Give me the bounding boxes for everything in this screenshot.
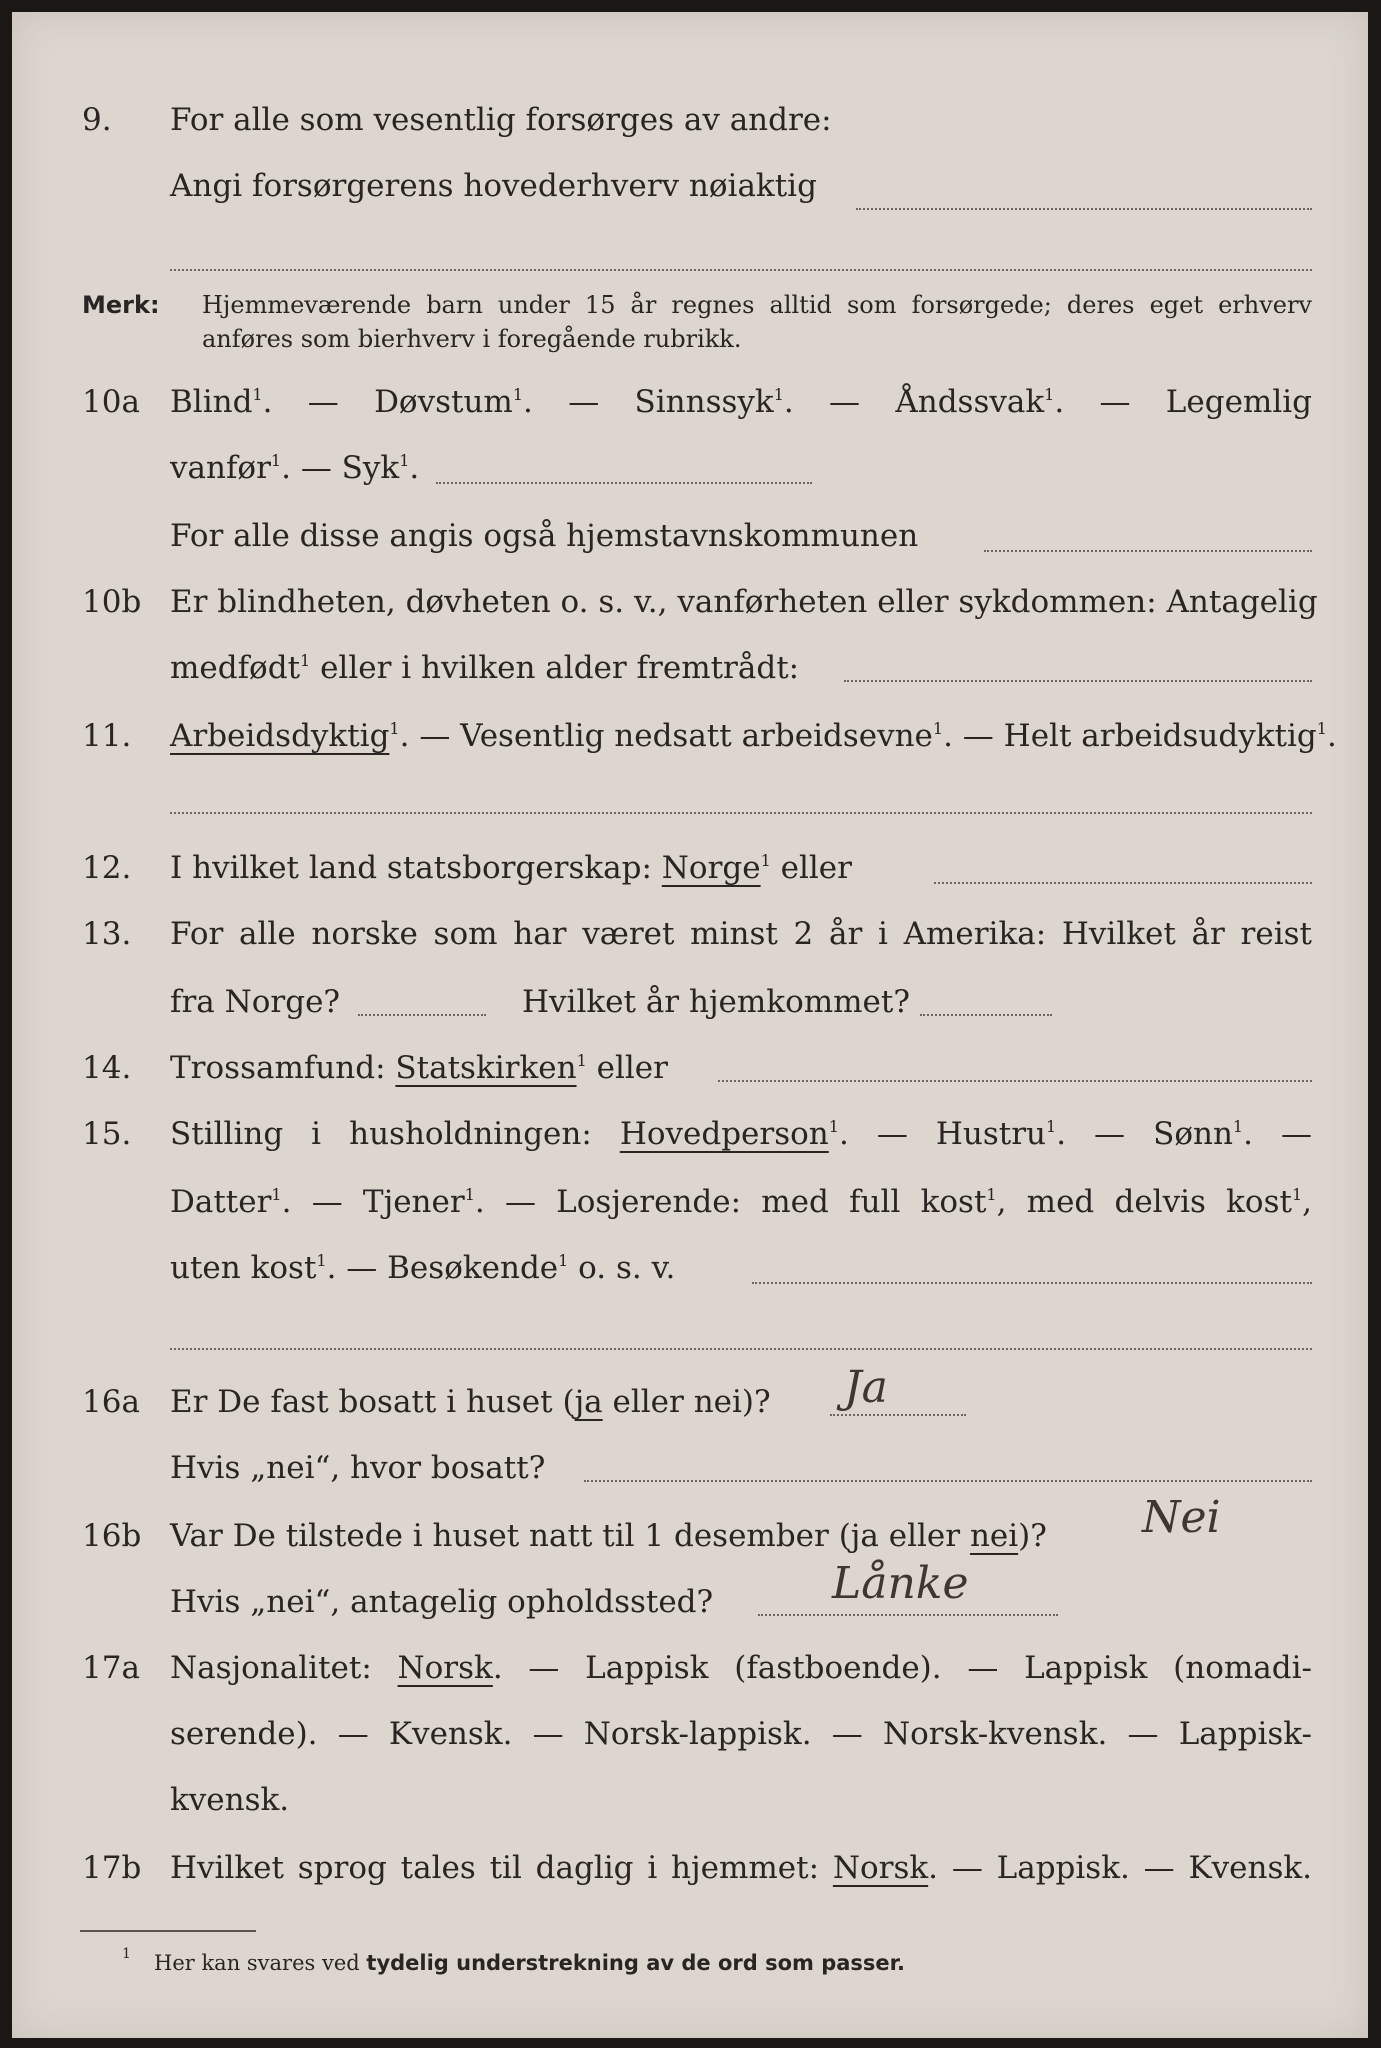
answer-field-9a[interactable]	[856, 208, 1312, 210]
footnote-mark: 1	[122, 1946, 131, 1962]
item-text: For alle som vesentlig forsørges av andre:	[170, 102, 832, 138]
answer-field-14[interactable]	[718, 1080, 1312, 1082]
answer-field-11[interactable]	[170, 812, 1312, 814]
underlined-answer: Hovedperson	[619, 1116, 829, 1152]
handwritten-answer-16b: Nei	[1142, 1492, 1221, 1543]
answer-field-9b[interactable]	[170, 269, 1312, 271]
footnote-bold-text: tydelig understrekning av de ord som passer.	[366, 1951, 906, 1975]
underlined-answer: Arbeidsdyktig	[170, 718, 390, 754]
footnote-text: Her kan svares ved	[154, 1951, 360, 1975]
item-text: medfødt$^1$ eller i hvilken alder fremtrådt:	[170, 650, 800, 686]
item-number: 16a	[82, 1384, 140, 1420]
item-number: 13.	[82, 916, 132, 952]
item-number: 16b	[82, 1518, 142, 1554]
underlined-answer: Norge	[661, 850, 761, 886]
item-number: 12.	[82, 850, 132, 886]
item-text: uten kost$^1$. — Besøkende$^1$ o. s. v.	[170, 1250, 676, 1286]
item-text: Nasjonalitet: Norsk. — Lappisk (fastboende). — Lappisk (nomadi-	[170, 1650, 1312, 1686]
item-text: Arbeidsdyktig$^1$. — Vesentlig nedsatt arbeidsevne$^1$. — Helt arbeidsudyktig$^1$.	[170, 718, 1337, 754]
item-text: Hvis „nei“, antagelig opholdssted?	[170, 1584, 714, 1620]
item-text: For alle norske som har været minst 2 år i Amerika: Hvilket år reist	[170, 916, 1312, 952]
item-number: 9.	[82, 102, 112, 138]
handwritten-answer-16a: Ja	[844, 1362, 888, 1413]
item-text: For alle disse angis også hjemstavnskommunen	[170, 518, 919, 554]
item-number: 11.	[82, 718, 132, 754]
item-text: I hvilket land statsborgerskap: Norge$^1$ eller	[170, 850, 852, 886]
item-number: 14.	[82, 1050, 132, 1086]
underlined-answer: nei	[969, 1518, 1019, 1554]
underlined-answer: Norsk	[832, 1850, 929, 1886]
item-text: Var De tilstede i huset natt til 1 desember (ja eller nei)?	[170, 1518, 1047, 1554]
answer-field-16b-where[interactable]	[758, 1614, 1058, 1616]
item-text: Datter$^1$. — Tjener$^1$. — Losjerende: med full kost$^1$, med delvis kost$^1$,	[170, 1184, 1313, 1220]
census-form-page	[12, 12, 1368, 2038]
note-label: Merk:	[82, 291, 160, 319]
item-text: Hvilket sprog tales til daglig i hjemmet: Norsk. — Lappisk. — Kvensk.	[170, 1850, 1312, 1886]
answer-field-16a[interactable]	[830, 1414, 966, 1416]
item-text: kvensk.	[170, 1782, 290, 1818]
underlined-answer: Statskirken	[395, 1050, 577, 1086]
footnote	[154, 1948, 905, 1978]
item-text: Blind$^1$. — Døvstum$^1$. — Sinnssyk$^1$. — Åndssvak$^1$. — Legemlig	[170, 384, 1312, 420]
answer-field-10a[interactable]	[436, 482, 812, 484]
footnote-divider	[80, 1930, 256, 1932]
item-text: vanfør$^1$. — Syk$^1$.	[170, 450, 420, 486]
item-text: Stilling i husholdningen: Hovedperson$^1$. — Hustru$^1$. — Sønn$^1$. —	[170, 1116, 1312, 1152]
item-number: 15.	[82, 1116, 132, 1152]
answer-field-15b[interactable]	[170, 1348, 1312, 1350]
note-merk	[82, 288, 1312, 360]
answer-field-15[interactable]	[752, 1282, 1312, 1284]
underlined-answer: ja	[574, 1384, 603, 1420]
item-number: 10a	[82, 384, 140, 420]
item-text: serende). — Kvensk. — Norsk-lappisk. — Norsk-kvensk. — Lappisk-	[170, 1716, 1312, 1752]
item-text: Er De fast bosatt i huset (ja eller nei)?	[170, 1384, 771, 1420]
item-text: fra Norge?	[170, 984, 341, 1020]
answer-field-13b[interactable]	[920, 1014, 1052, 1016]
answer-field-10b[interactable]	[844, 680, 1312, 682]
item-number: 17b	[82, 1850, 142, 1886]
handwritten-answer-16b-place: Lånke	[832, 1558, 969, 1609]
item-text: Er blindheten, døvheten o. s. v., vanførheten eller sykdommen: Antagelig	[170, 584, 1318, 620]
answer-field-13a[interactable]	[358, 1014, 486, 1016]
item-text: Hvis „nei“, hvor bosatt?	[170, 1450, 546, 1486]
item-text: Angi forsørgerens hovederhverv nøiaktig	[170, 168, 817, 204]
item-number: 10b	[82, 584, 142, 620]
item-text: Hvilket år hjemkommet?	[522, 984, 910, 1020]
item-text: Trossamfund: Statskirken$^1$ eller	[170, 1050, 668, 1086]
answer-field-16a-where[interactable]	[584, 1480, 1312, 1482]
answer-field-10a-kommune[interactable]	[984, 550, 1312, 552]
underlined-answer: Norsk	[397, 1650, 493, 1686]
answer-field-12[interactable]	[934, 882, 1312, 884]
note-text: Hjemmeværende barn under 15 år regnes alltid som forsørgede; deres eget erhverv anføres som bierhverv i foregående rubrikk.	[202, 291, 1312, 353]
item-number: 17a	[82, 1650, 140, 1686]
